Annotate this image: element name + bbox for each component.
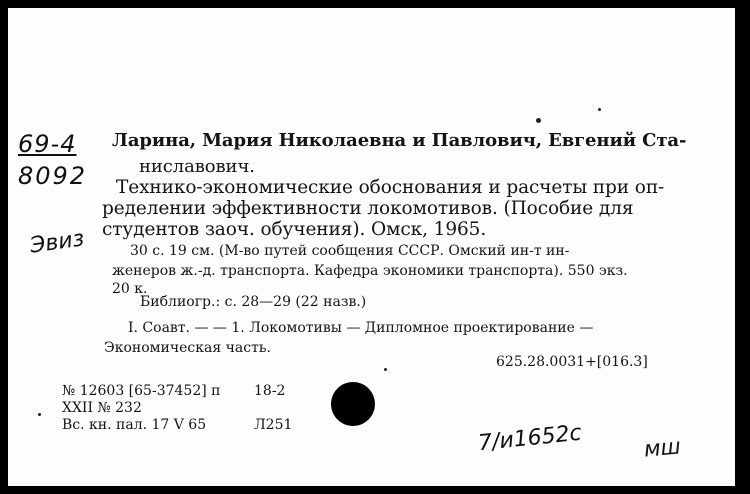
subjects-line-1: I. Соавт. — — 1. Локомотивы — Дипломное проектирование — [128,320,594,336]
classification-index: 625.28.0031+[016.3] [496,354,648,370]
author-line: Ларина, Мария Николаевна и Павлович, Евгений Ста- [112,130,687,151]
registration-code: 18-2 [254,383,286,399]
author-line-continued: ниславович. [139,156,255,177]
subjects-line-2: Экономическая часть. [104,340,271,356]
registration-code-2: Л251 [254,417,293,433]
scan-speck [38,413,41,416]
registration-line-3: Вс. кн. пал. 17 V 65 [62,417,207,433]
handwritten-code-top: 69-4 [18,130,77,158]
catalog-card [8,8,735,486]
bibliography-note: Библиогр.: с. 28—29 (22 назв.) [140,294,367,310]
description-line-2: женеров ж.-д. транспорта. Кафедра экономики транспорта). 550 экз. [112,263,628,279]
scan-speck [536,118,541,123]
handwritten-signature: мш [642,434,682,463]
scan-speck [598,108,601,111]
title-line-2: ределении эффективности локомотивов. (Пособие для [102,198,634,219]
handwritten-margin-note: Эвиз [28,226,86,259]
registration-line-2: XXII № 232 [62,400,142,416]
handwritten-code-bottom: 8092 [18,162,88,190]
punch-hole [331,382,375,426]
scan-speck [384,368,387,371]
title-line-1: Технико-экономические обоснования и расчеты при оп- [116,177,665,198]
handwritten-bottom-number: 7/и1652с [476,420,583,457]
registration-line-1: № 12603 [65-37452] п [62,383,221,399]
title-line-3: студентов заоч. обучения). Омск, 1965. [102,219,487,240]
description-line-1: 30 с. 19 см. (М-во путей сообщения СССР. Омский ин-т ин- [130,243,570,259]
description-line-3: 20 к. [112,281,148,297]
